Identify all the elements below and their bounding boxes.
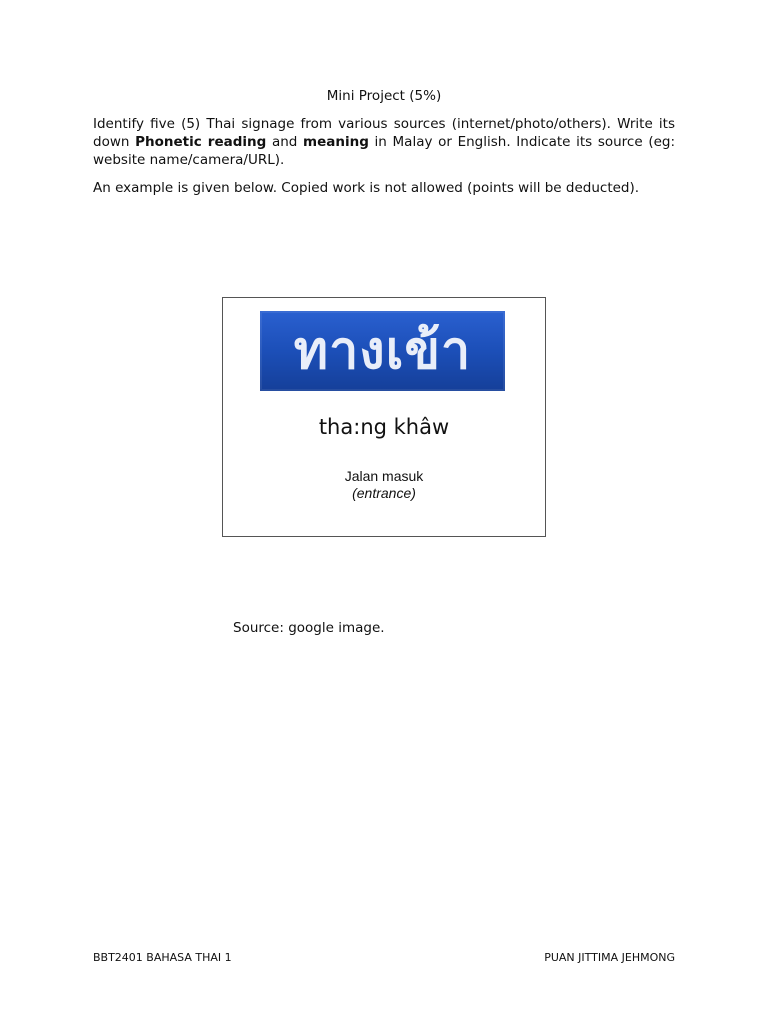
instruction-text-2: and — [266, 134, 304, 150]
instruction-text-1: Identify five (5) Thai signage from various sources (internet/photo/others). Write its down — [93, 116, 675, 150]
instruction-bold-meaning: meaning — [303, 134, 369, 150]
instruction-bold-phonetic: Phonetic reading — [135, 134, 267, 150]
instruction-paragraph — [93, 115, 675, 169]
meaning-english: (entrance) — [352, 485, 416, 501]
phonetic-reading: tha:ng khâw — [318, 415, 450, 439]
page-title: Mini Project (5%) — [326, 88, 442, 104]
instruction-text-3: in Malay or English. Indicate its source (eg: website name/camera/URL). — [93, 134, 676, 168]
footer-course: BBT2401 BAHASA THAI 1 — [93, 951, 232, 964]
meaning-malay: Jalan masuk — [344, 468, 424, 484]
thai-sign-text: ทางเข้า — [293, 321, 472, 381]
footer-author: PUAN JITTIMA JEHMONG — [544, 951, 675, 964]
thai-sign-image — [260, 311, 505, 391]
example-box — [222, 297, 546, 537]
source-line: Source: google image. — [233, 620, 385, 636]
note-paragraph: An example is given below. Copied work is not allowed (points will be deducted). — [93, 180, 640, 196]
